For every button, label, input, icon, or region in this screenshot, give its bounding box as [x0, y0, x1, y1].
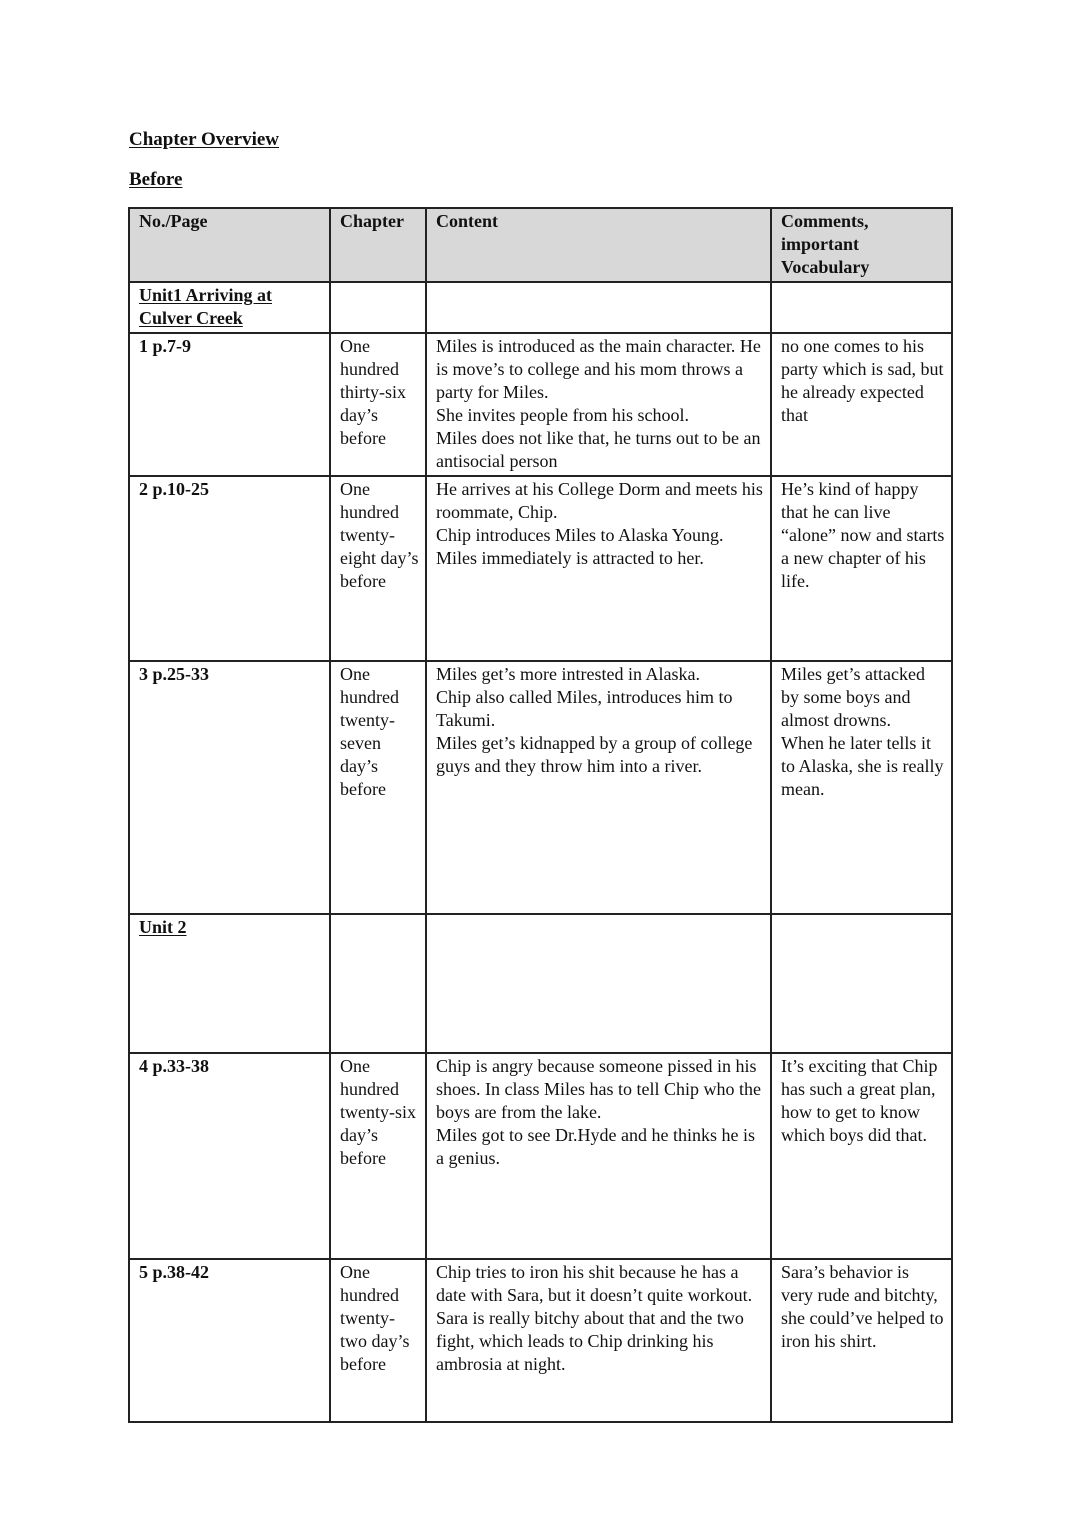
cell-content: Miles get’s more intrested in Alaska. Chip also called Miles, introduces him to Takumi. Miles get’s kidnapped by a group of college guys and they throw him into a river.: [426, 661, 771, 914]
cell-chapter: One hundred twenty-seven day’s before: [330, 661, 426, 914]
cell-chapter: [330, 282, 426, 333]
cell-comments: Sara’s behavior is very rude and bitchty, she could’ve helped to iron his shirt.: [771, 1259, 952, 1422]
cell-chapter: [330, 914, 426, 1053]
cell-no-page: 3 p.25-33: [129, 661, 330, 914]
table-row: [129, 1053, 952, 1259]
cell-comments: He’s kind of happy that he can live “alone” now and starts a new chapter of his life.: [771, 476, 952, 661]
table-row: [129, 476, 952, 661]
header-content: Content: [426, 208, 771, 282]
chapter-table: [128, 207, 953, 1423]
cell-comments: [771, 282, 952, 333]
cell-content: [426, 914, 771, 1053]
cell-no-page: 2 p.10-25: [129, 476, 330, 661]
cell-no-page: 1 p.7-9: [129, 333, 330, 476]
header-chapter: Chapter: [330, 208, 426, 282]
cell-content: [426, 282, 771, 333]
cell-comments: no one comes to his party which is sad, but he already expected that: [771, 333, 952, 476]
table-row: [129, 282, 952, 333]
header-no-page: No./Page: [129, 208, 330, 282]
header-row: [129, 208, 952, 282]
cell-comments: It’s exciting that Chip has such a great plan, how to get to know which boys did that.: [771, 1053, 952, 1259]
cell-content: Chip is angry because someone pissed in his shoes. In class Miles has to tell Chip who the boys are from the lake. Miles got to see Dr.Hyde and he thinks he is a genius.: [426, 1053, 771, 1259]
table-row: [129, 914, 952, 1053]
cell-no-page: 4 p.33-38: [129, 1053, 330, 1259]
cell-chapter: One hundred twenty-eight day’s before: [330, 476, 426, 661]
page-title: Chapter Overview: [129, 129, 280, 150]
cell-content: He arrives at his College Dorm and meets his roommate, Chip. Chip introduces Miles to Alaska Young. Miles immediately is attracted to her.: [426, 476, 771, 661]
cell-content: Chip tries to iron his shit because he has a date with Sara, but it doesn’t quite workout. Sara is really bitchy about that and the two fight, which leads to Chip drinking his ambrosia at night.: [426, 1259, 771, 1422]
cell-chapter: One hundred thirty-six day’s before: [330, 333, 426, 476]
cell-no-page: 5 p.38-42: [129, 1259, 330, 1422]
cell-chapter: One hundred twenty-six day’s before: [330, 1053, 426, 1259]
table-row: [129, 1259, 952, 1422]
cell-content: Miles is introduced as the main character. He is move’s to college and his mom throws a party for Miles. She invites people from his school. Miles does not like that, he turns out to be an antisocial person: [426, 333, 771, 476]
cell-comments: [771, 914, 952, 1053]
cell-comments: Miles get’s attacked by some boys and almost drowns. When he later tells it to Alaska, she is really mean.: [771, 661, 952, 914]
cell-chapter: One hundred twenty-two day’s before: [330, 1259, 426, 1422]
unit-title: Unit 2: [129, 914, 330, 1053]
unit-title: Unit1 Arriving at Culver Creek: [129, 282, 330, 333]
section-title: Before: [129, 169, 183, 190]
table-row: [129, 661, 952, 914]
table-row: [129, 333, 952, 476]
header-comments: Comments, important Vocabulary: [771, 208, 952, 282]
